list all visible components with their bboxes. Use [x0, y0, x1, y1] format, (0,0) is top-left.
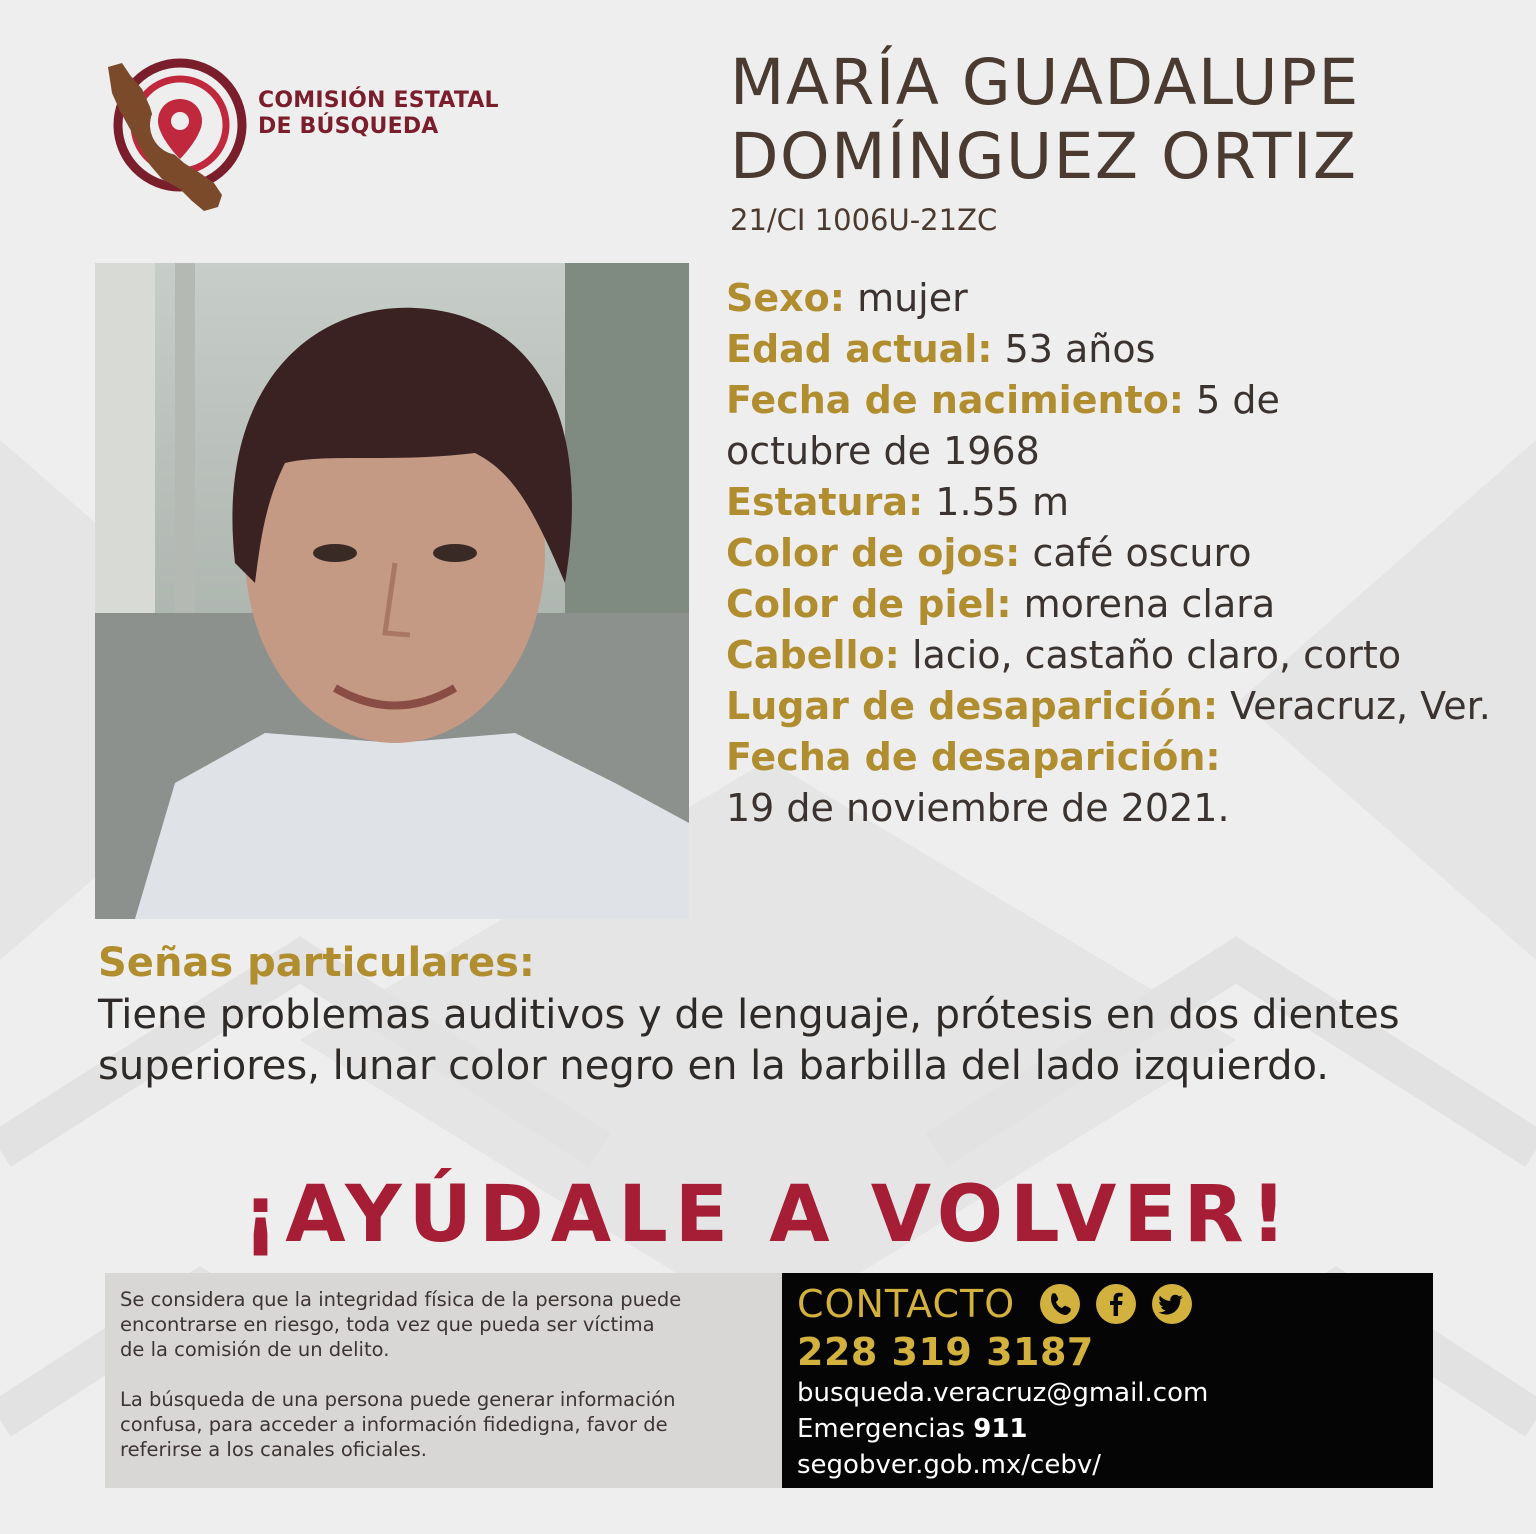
contact-website[interactable]: segobver.gob.mx/cebv/ [797, 1450, 1102, 1480]
contact-title: CONTACTO [797, 1282, 1016, 1326]
detail-estatura [726, 477, 1526, 528]
detail-value: 53 años [1004, 327, 1156, 371]
detail-label: Cabello: [726, 633, 900, 677]
contact-header [797, 1279, 1433, 1329]
detail-label: Fecha de desaparición: [726, 735, 1221, 779]
person-name [730, 46, 1360, 194]
detail-value: café oscuro [1032, 531, 1252, 575]
detail-label: Fecha de nacimiento: [726, 378, 1185, 422]
twitter-icon[interactable] [1151, 1283, 1193, 1325]
detail-label: Edad actual: [726, 327, 993, 371]
detail-lugar [726, 681, 1526, 732]
detail-label: Color de piel: [726, 582, 1012, 626]
person-name-line-2: DOMÍNGUEZ ORTIZ [730, 120, 1358, 193]
contact-phone[interactable]: 228 319 3187 [797, 1330, 1094, 1374]
disclaimer-line: de la comisión de un delito. [120, 1338, 390, 1361]
detail-label: Estatura: [726, 480, 924, 524]
detail-nacimiento [726, 375, 1526, 426]
emergency-number[interactable]: 911 [973, 1414, 1028, 1444]
disclaimer-line: encontrarse en riesgo, toda vez que pueda ser víctima [120, 1313, 655, 1336]
disclaimer-line: referirse a los canales oficiales. [120, 1438, 427, 1461]
emergency-label: Emergencias [797, 1414, 965, 1444]
facebook-icon[interactable] [1095, 1283, 1137, 1325]
disclaimer-line: Se considera que la integridad física de la persona puede [120, 1288, 682, 1311]
person-details [726, 273, 1526, 834]
case-number: 21/CI 1006U-21ZC [730, 203, 998, 237]
logo-line-1: COMISIÓN ESTATAL [258, 88, 499, 113]
person-photo [95, 263, 689, 919]
detail-label: Lugar de desaparición: [726, 684, 1219, 728]
senas-line-2: superiores, lunar color negro en la barbilla del lado izquierdo. [98, 1043, 1330, 1089]
detail-value: lacio, castaño claro, corto [911, 633, 1402, 677]
phone-icon[interactable] [1039, 1283, 1081, 1325]
detail-value: 1.55 m [935, 480, 1069, 524]
disclaimer-line: confusa, para acceder a información fidedigna, favor de [120, 1413, 668, 1436]
senas-title: Señas particulares: [98, 940, 535, 986]
detail-value: morena clara [1023, 582, 1276, 626]
detail-piel [726, 579, 1526, 630]
senas-line-1: Tiene problemas auditivos y de lenguaje, prótesis en dos dientes [98, 992, 1400, 1038]
contact-box [782, 1273, 1433, 1488]
detail-nacimiento-cont: octubre de 1968 [726, 429, 1040, 473]
contact-email[interactable]: busqueda.veracruz@gmail.com [797, 1378, 1209, 1408]
veracruz-map-location-pin-icon [100, 55, 250, 220]
detail-label: Sexo: [726, 276, 845, 320]
detail-sexo [726, 273, 1526, 324]
disclaimer-box [105, 1273, 782, 1488]
detail-ojos [726, 528, 1526, 579]
person-name-line-1: MARÍA GUADALUPE [730, 46, 1360, 119]
detail-cabello [726, 630, 1526, 681]
detail-value: 5 de [1196, 378, 1280, 422]
detail-fecha-desaparicion-value: 19 de noviembre de 2021. [726, 786, 1230, 830]
logo-line-2: DE BÚSQUEDA [258, 114, 439, 139]
logo-text [258, 88, 499, 140]
disclaimer-line: La búsqueda de una persona puede generar información [120, 1388, 676, 1411]
detail-value: mujer [857, 276, 968, 320]
call-to-action: ¡AYÚDALE A VOLVER! [242, 1170, 1294, 1260]
detail-value: Veracruz, Ver. [1230, 684, 1491, 728]
disclaimer-paragraph-2 [120, 1387, 730, 1462]
contact-emergency [797, 1411, 1433, 1447]
detail-fecha-desaparicion [726, 732, 1526, 783]
detail-label: Color de ojos: [726, 531, 1021, 575]
disclaimer-paragraph-1 [120, 1287, 730, 1362]
detail-edad [726, 324, 1526, 375]
senas-text [98, 990, 1518, 1092]
